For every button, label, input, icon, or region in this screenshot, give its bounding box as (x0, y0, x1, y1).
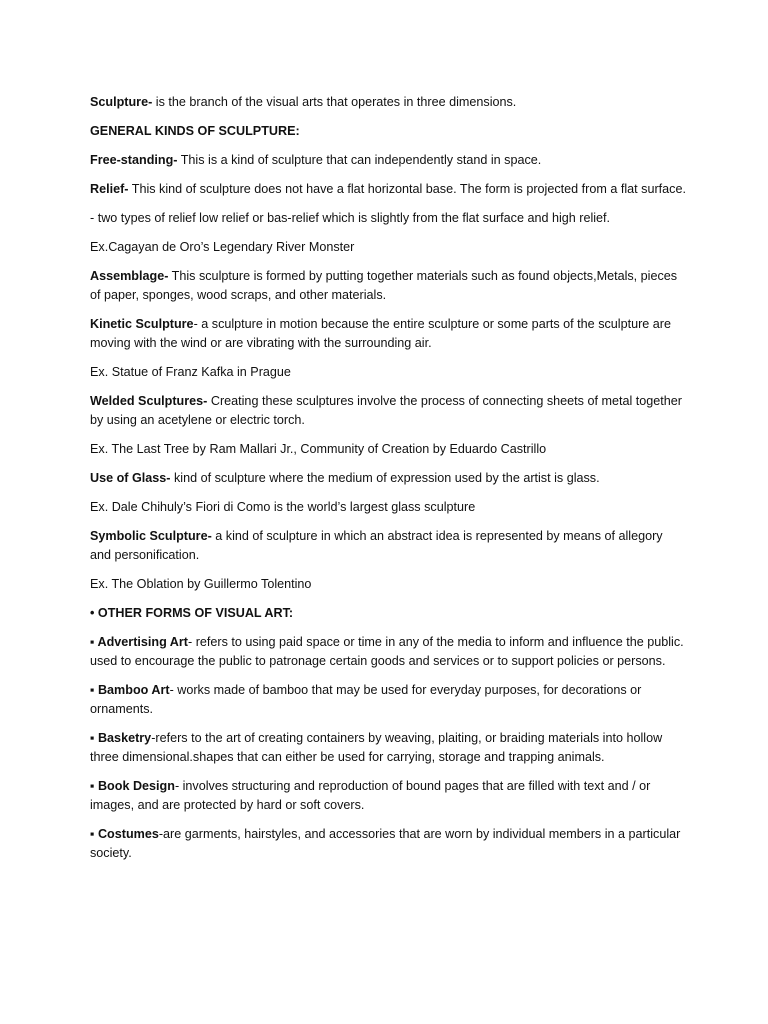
paragraph-use-of-glass (90, 469, 686, 488)
paragraph-glass-example (90, 498, 686, 517)
definition: is the branch of the visual arts that operates in three dimensions. (152, 95, 517, 109)
term: ▪ Costumes (90, 827, 159, 841)
definition: - refers to using paid space or time in any of the media to inform and influence the public. used to encourage the public to patronage certain goods and services or to support policies or persons. (90, 635, 684, 668)
term: Sculpture- (90, 95, 153, 109)
term: Symbolic Sculpture- (90, 529, 212, 543)
list-item-costumes (90, 825, 686, 863)
heading-general-kinds (90, 122, 686, 141)
definition: This sculpture is formed by putting together materials such as found objects,Metals, pieces of paper, sponges, wood scraps, and other materials. (90, 269, 678, 302)
definition: - involves structuring and reproduction of bound pages that are filled with text and / or images, and are protected by hard or soft covers. (90, 779, 651, 812)
definition: kind of sculpture where the medium of expression used by the artist is glass. (170, 471, 600, 485)
list-item-advertising-art (90, 633, 686, 671)
term: Use of Glass- (90, 471, 171, 485)
definition: a kind of sculpture in which an abstract idea is represented by means of allegory and personification. (90, 529, 663, 562)
term: Welded Sculptures- (90, 394, 208, 408)
paragraph-assemblage (90, 267, 686, 305)
document-page (90, 93, 686, 873)
definition: This kind of sculpture does not have a flat horizontal base. The form is projected from a flat surface. (128, 182, 686, 196)
definition: - works made of bamboo that may be used for everyday purposes, for decorations or ornaments. (90, 683, 642, 716)
list-item-basketry (90, 729, 686, 767)
paragraph-sculpture-definition (90, 93, 686, 112)
paragraph-welded-example (90, 440, 686, 459)
list-item-book-design (90, 777, 686, 815)
paragraph-kinetic-sculpture (90, 315, 686, 353)
term: Relief- (90, 182, 129, 196)
paragraph-symbolic-sculpture (90, 527, 686, 565)
example-text: Ex.Cagayan de Oro’s Legendary River Monster (90, 240, 355, 254)
example-text: Ex. The Last Tree by Ram Mallari Jr., Community of Creation by Eduardo Castrillo (90, 442, 547, 456)
term: Kinetic Sculpture (90, 317, 194, 331)
paragraph-symbolic-example (90, 575, 686, 594)
definition: - a sculpture in motion because the entire sculpture or some parts of the sculpture are moving with the wind or are vibrating with the surrounding air. (90, 317, 671, 350)
paragraph-relief (90, 180, 686, 199)
term: ▪ Book Design (90, 779, 175, 793)
example-text: Ex. Statue of Franz Kafka in Prague (90, 365, 291, 379)
paragraph-relief-example (90, 238, 686, 257)
heading-text: • OTHER FORMS OF VISUAL ART: (90, 606, 294, 620)
paragraph-kinetic-example (90, 363, 686, 382)
heading-other-forms (90, 604, 686, 623)
term: ▪ Bamboo Art (90, 683, 170, 697)
definition: This is a kind of sculpture that can independently stand in space. (177, 153, 542, 167)
term: ▪ Basketry (90, 731, 152, 745)
term: Assemblage- (90, 269, 169, 283)
definition: - two types of relief low relief or bas-relief which is slightly from the flat surface and high relief. (90, 211, 611, 225)
paragraph-free-standing (90, 151, 686, 170)
example-text: Ex. The Oblation by Guillermo Tolentino (90, 577, 312, 591)
definition: Creating these sculptures involve the process of connecting sheets of metal together by using an acetylene or electric torch. (90, 394, 682, 427)
term: Free-standing- (90, 153, 178, 167)
definition: -refers to the art of creating containers by weaving, plaiting, or braiding materials into hollow three dimensional.shapes that can either be used for carrying, storage and trapping animals. (90, 731, 663, 764)
term: ▪ Advertising Art (90, 635, 188, 649)
heading-text: GENERAL KINDS OF SCULPTURE: (90, 124, 300, 138)
paragraph-welded-sculptures (90, 392, 686, 430)
list-item-bamboo-art (90, 681, 686, 719)
definition: -are garments, hairstyles, and accessories that are worn by individual members in a particular society. (90, 827, 681, 860)
example-text: Ex. Dale Chihuly’s Fiori di Como is the world’s largest glass sculpture (90, 500, 476, 514)
paragraph-relief-types (90, 209, 686, 228)
